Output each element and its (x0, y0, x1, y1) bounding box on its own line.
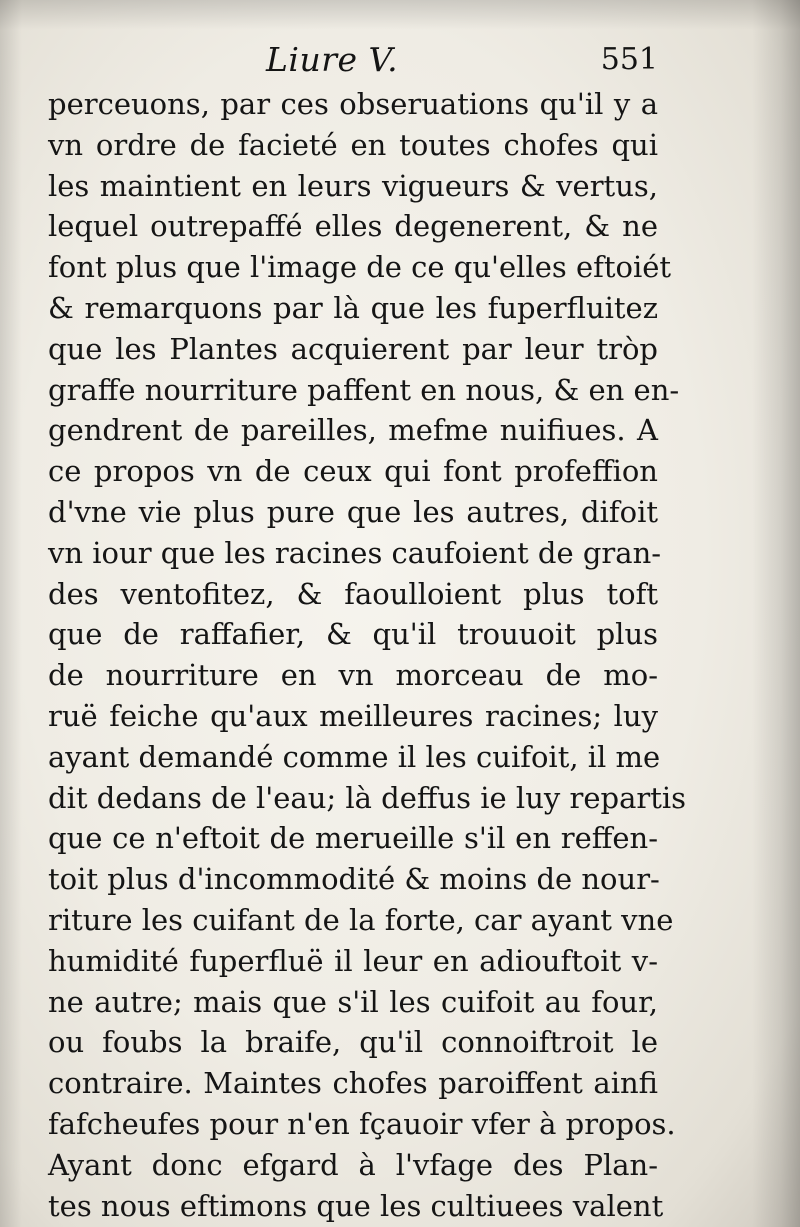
text-line: riture les cuifant de la forte, car ayant vne (48, 902, 674, 937)
text-line: que de raffafier, & qu'il trouuoit plus (48, 617, 658, 652)
text-line: font plus que l'image de ce qu'elles eftoiét (48, 250, 672, 285)
text-line: dit dedans de l'eau; là deffus ie luy repartis (48, 780, 687, 815)
text-line: vn iour que les racines caufoient de gran- (48, 535, 662, 570)
text-line: de nourriture en vn morceau de mo- (48, 658, 658, 693)
page-shadow-left (0, 0, 22, 1227)
text-line: que ce n'eftoit de merueille s'il en reffen- (48, 821, 658, 856)
text-line: ce propos vn de ceux qui font profeffion (48, 454, 658, 489)
text-line: fafcheufes pour n'en fçauoir vfer à propos. (48, 1106, 676, 1141)
text-line: contraire. Maintes chofes paroiffent ainfi (48, 1066, 658, 1101)
page-shadow-top (0, 0, 800, 30)
text-line: ne autre; mais que s'il les cuifoit au four, (48, 984, 658, 1019)
text-line: & remarquons par là que les fuperfluitez (48, 290, 658, 325)
text-line: vn ordre de facieté en toutes chofes qui (48, 127, 658, 162)
text-line: tes nous eftimons que les cultiuees valent (48, 1188, 664, 1223)
text-line: humidité fuperfluë il leur en adiouftoit v- (48, 943, 658, 978)
text-line: perceuons, par ces obseruations qu'il y a (48, 87, 658, 121)
page-shadow-right (752, 0, 800, 1227)
text-line: gendrent de pareilles, mefme nuifiues. A (48, 413, 658, 448)
text-line: ayant demandé comme il les cuifoit, il me (48, 739, 661, 774)
text-line: lequel outrepaffé elles degenerent, & ne (48, 209, 658, 244)
text-line: ruë feiche qu'aux meilleures racines; luy (48, 698, 658, 733)
text-line: Ayant donc efgard à l'vfage des Plan- (48, 1147, 658, 1182)
text-line: toit plus d'incommodité & moins de nour- (48, 862, 660, 897)
text-line: les maintient en leurs vigueurs & vertus, (48, 168, 658, 203)
text-line: des ventofitez, & faoulloient plus toft (48, 576, 658, 611)
text-line: graffe nourriture paffent en nous, & en en- (48, 372, 680, 407)
book-title: Liure V. (266, 40, 399, 79)
text-line: que les Plantes acquierent par leur tròp (48, 331, 658, 366)
page-number: 551 (600, 42, 658, 77)
text-line: ou foubs la braife, qu'il connoiftroit le (48, 1025, 658, 1060)
text-line: d'vne vie plus pure que les autres, difoit (48, 494, 658, 529)
body-text (48, 84, 687, 1226)
